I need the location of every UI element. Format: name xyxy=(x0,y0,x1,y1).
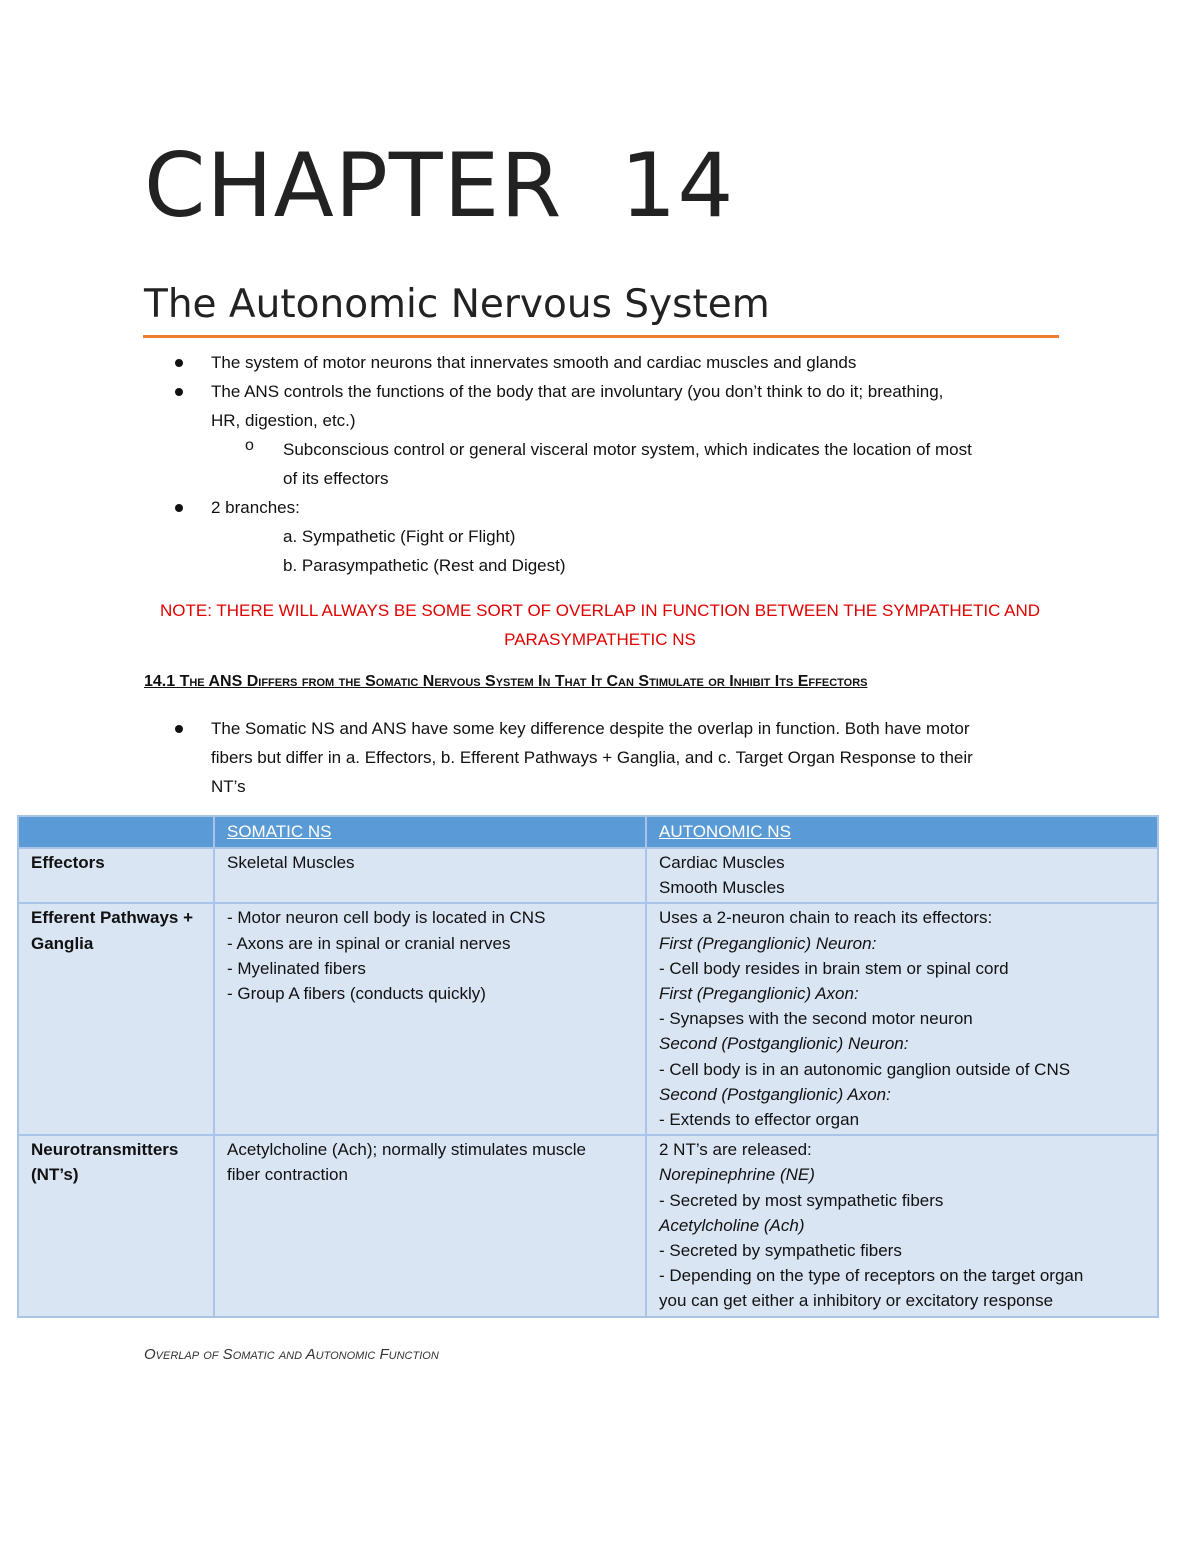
table-header-cell: AUTONOMIC NS xyxy=(646,816,1158,848)
cell-line: - Extends to effector organ xyxy=(659,1110,860,1130)
table-cell-autonomic xyxy=(646,903,1158,1135)
note-line: PARASYMPATHETIC NS xyxy=(504,630,696,649)
row-label-effectors xyxy=(18,848,214,903)
bullet-text: 2 branches: xyxy=(211,498,300,517)
sub-bullet-text: Subconscious control or general visceral motor system, which indicates the location of most xyxy=(283,440,972,459)
cell-line: - Secreted by sympathetic fibers xyxy=(659,1241,902,1261)
row-label-text: Effectors xyxy=(31,853,105,872)
cell-subheading: Second (Postganglionic) Axon: xyxy=(659,1084,891,1104)
cell-subheading: Norepinephrine (NE) xyxy=(659,1165,815,1185)
table-cell-autonomic xyxy=(646,848,1158,903)
table-header-cell: SOMATIC NS xyxy=(214,816,646,848)
bullet-dot-icon xyxy=(175,359,183,367)
row-label-text: (NT’s) xyxy=(31,1165,79,1185)
table-row xyxy=(18,903,1158,1135)
bullet-text: The ANS controls the functions of the body that are involuntary (you don’t think to do it; breathing, xyxy=(211,382,944,401)
sub-bullet-marker: o xyxy=(245,437,254,454)
cell-line: - Myelinated fibers xyxy=(227,958,366,978)
cell-line: Uses a 2-neuron chain to reach its effectors: xyxy=(659,908,993,928)
cell-subheading: Acetylcholine (Ach) xyxy=(659,1215,805,1235)
cell-line: - Group A fibers (conducts quickly) xyxy=(227,984,486,1004)
cell-line: - Secreted by most sympathetic fibers xyxy=(659,1190,944,1210)
cell-line: - Synapses with the second motor neuron xyxy=(659,1009,973,1029)
cell-line: Cardiac Muscles xyxy=(659,853,785,872)
bullet-text-continued: NT’s xyxy=(211,777,246,796)
cell-line: Smooth Muscles xyxy=(659,878,785,898)
cell-line: Skeletal Muscles xyxy=(227,853,355,872)
comparison-table xyxy=(17,815,1159,1318)
cell-line: - Axons are in spinal or cranial nerves xyxy=(227,933,511,953)
next-section-heading: Overlap of Somatic and Autonomic Function xyxy=(144,1346,439,1363)
sub-bullet-text-continued: of its effectors xyxy=(283,469,389,488)
cell-line: - Motor neuron cell body is located in CNS xyxy=(227,908,546,928)
section-heading: 14.1 The ANS Differs from the Somatic Nervous System In That It Can Stimulate or Inhibit Its Effectors xyxy=(144,673,868,690)
table-header-cell xyxy=(18,816,214,848)
table-header-row xyxy=(18,816,1158,848)
table-cell-somatic xyxy=(214,1135,646,1316)
page-subtitle: The Autonomic Nervous System xyxy=(144,282,770,327)
bullet-text: The system of motor neurons that innervates smooth and cardiac muscles and glands xyxy=(211,353,857,372)
row-label-pathways xyxy=(18,903,214,1135)
bullet-text-continued: fibers but differ in a. Effectors, b. Efferent Pathways + Ganglia, and c. Target Organ Response to their xyxy=(211,748,973,767)
cell-line: - Depending on the type of receptors on the target organ xyxy=(659,1266,1084,1286)
chapter-title: CHAPTER 14 xyxy=(144,134,735,237)
bullet-dot-icon xyxy=(175,504,183,512)
table-cell-autonomic xyxy=(646,1135,1158,1316)
row-label-text: Neurotransmitters xyxy=(31,1140,179,1160)
cell-line: fiber contraction xyxy=(227,1165,348,1185)
row-label-text: Efferent Pathways + xyxy=(31,908,194,928)
branch-item-b: b. Parasympathetic (Rest and Digest) xyxy=(283,556,566,575)
cell-subheading: First (Preganglionic) Neuron: xyxy=(659,933,877,953)
cell-line: 2 NT’s are released: xyxy=(659,1140,812,1160)
cell-line: Acetylcholine (Ach); normally stimulates muscle xyxy=(227,1140,587,1160)
cell-line: - Cell body is in an autonomic ganglion outside of CNS xyxy=(659,1059,1071,1079)
bullet-text: The Somatic NS and ANS have some key difference despite the overlap in function. Both have motor xyxy=(211,719,970,738)
row-label-neurotransmitters xyxy=(18,1135,214,1316)
cell-subheading: Second (Postganglionic) Neuron: xyxy=(659,1034,909,1054)
bullet-dot-icon xyxy=(175,725,183,733)
note-line: NOTE: THERE WILL ALWAYS BE SOME SORT OF OVERLAP IN FUNCTION BETWEEN THE SYMPATHETIC AND xyxy=(159,601,1041,620)
table-cell-somatic xyxy=(214,848,646,903)
cell-subheading: First (Preganglionic) Axon: xyxy=(659,984,859,1004)
bullet-dot-icon xyxy=(175,388,183,396)
branch-item-a: a. Sympathetic (Fight or Flight) xyxy=(283,527,516,546)
table-row xyxy=(18,848,1158,903)
row-label-text: Ganglia xyxy=(31,933,94,953)
table-cell-somatic xyxy=(214,903,646,1135)
bullet-text-continued: HR, digestion, etc.) xyxy=(211,411,356,430)
table-row xyxy=(18,1135,1158,1316)
cell-line: - Cell body resides in brain stem or spinal cord xyxy=(659,958,1009,978)
subtitle-underline-rule xyxy=(143,335,1059,338)
cell-line: you can get either a inhibitory or excitatory response xyxy=(659,1291,1054,1311)
